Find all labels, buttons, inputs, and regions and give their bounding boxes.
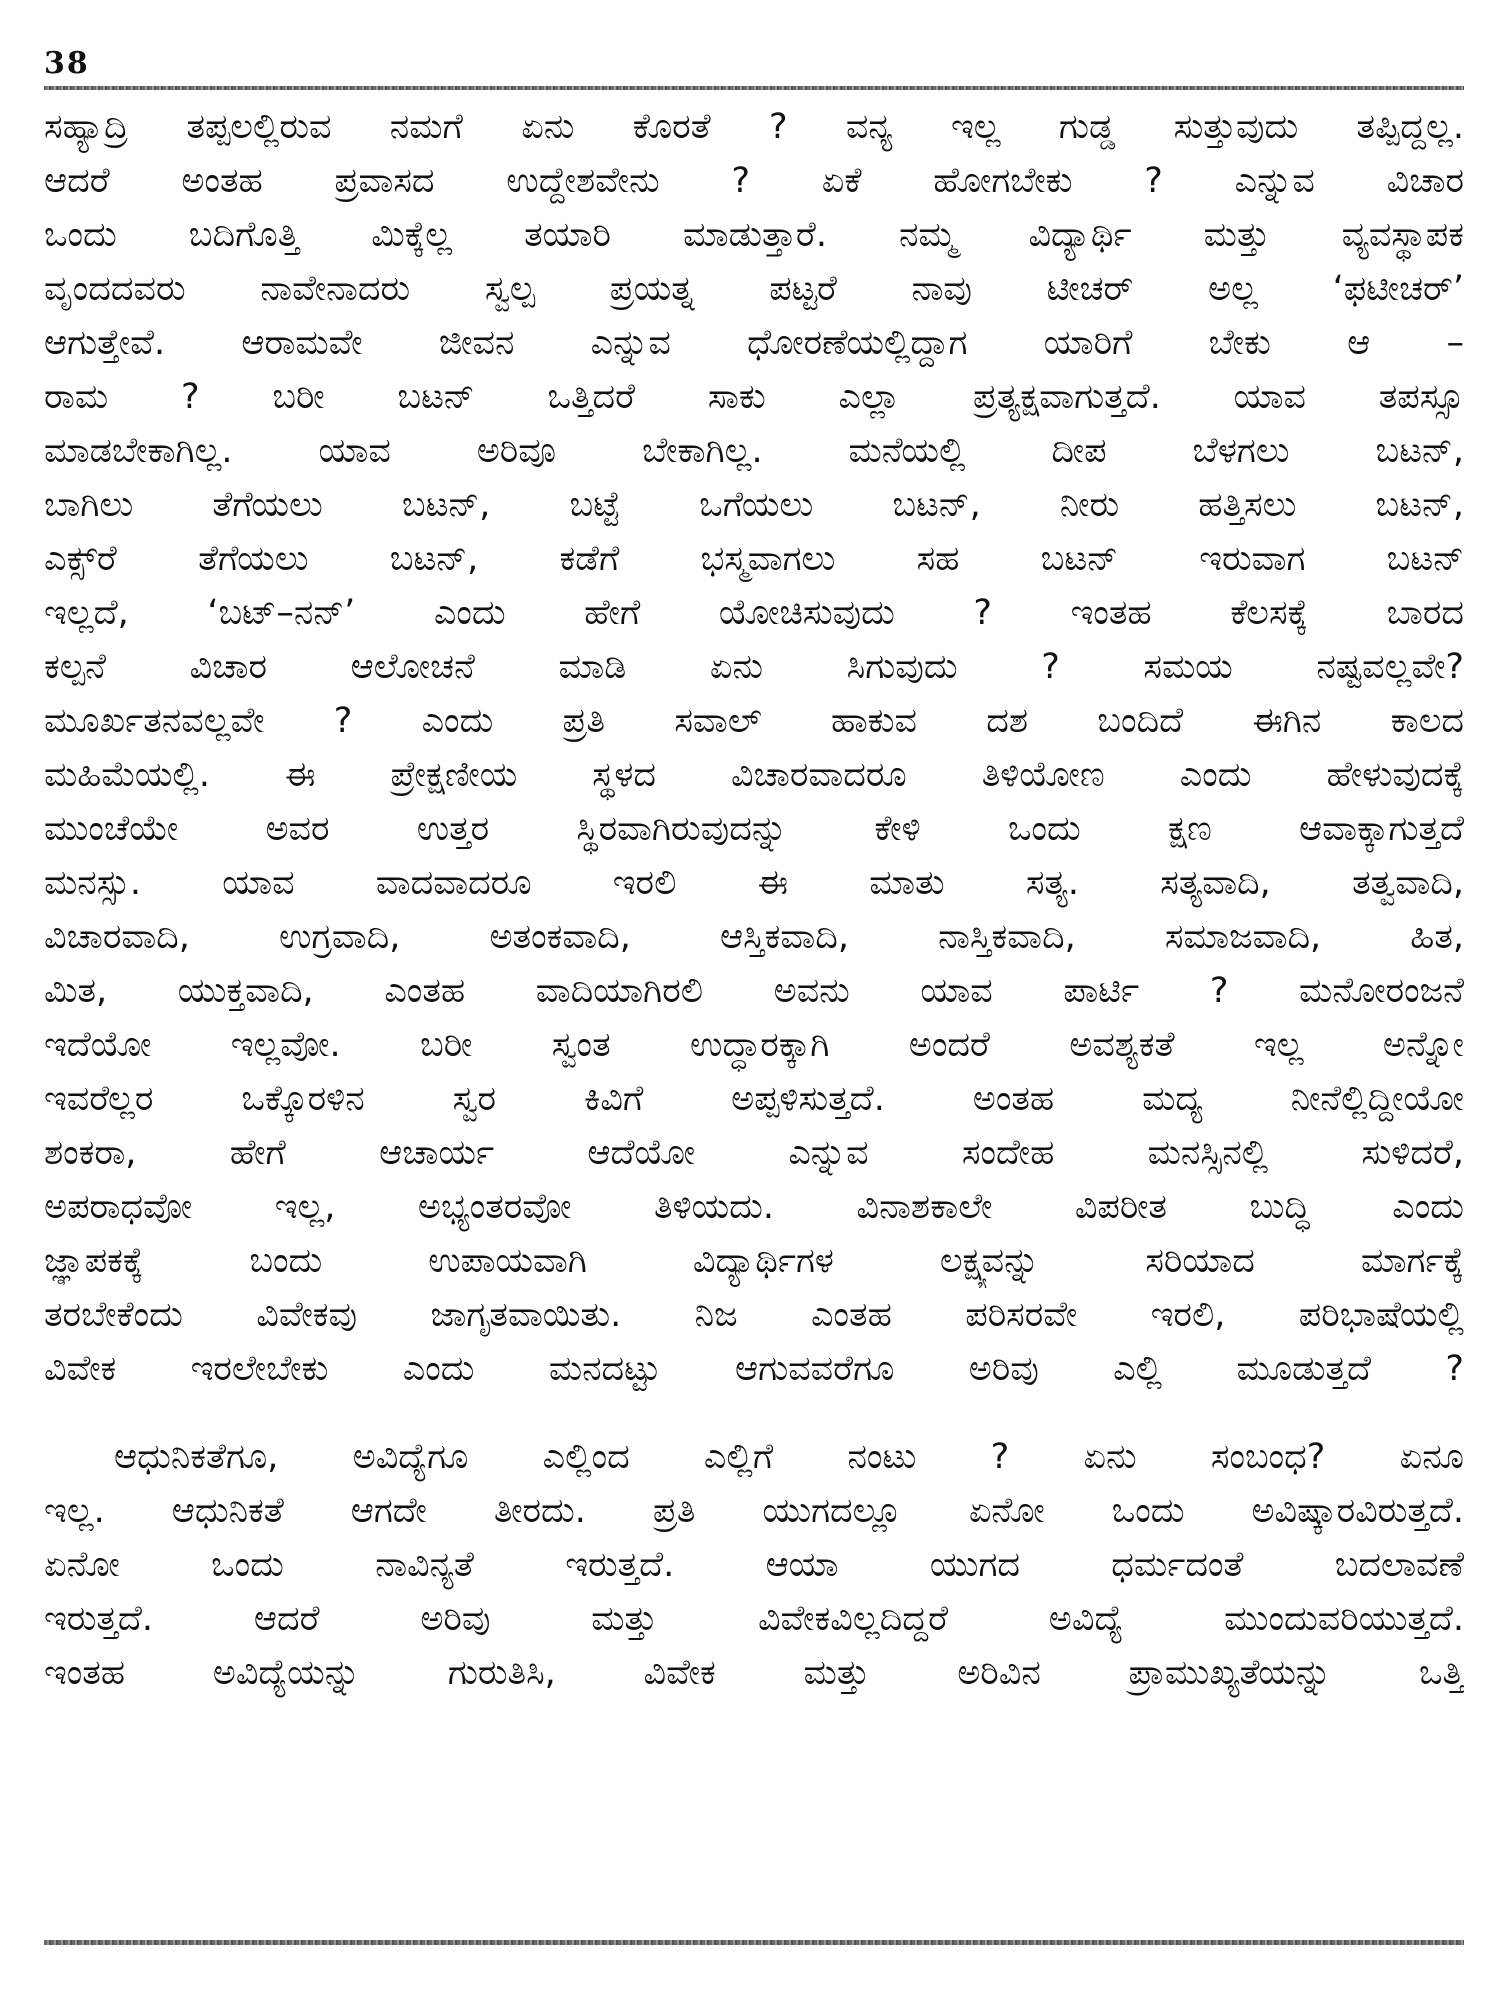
paragraph-1 <box>44 100 1464 1396</box>
text-line: ಎಕ್ಸ್‌ರೆ ತೆಗೆಯಲು ಬಟನ್, ಕಡೆಗೆ ಭಸ್ಮವಾಗಲು ಸಹ ಬಟನ್ ಇರುವಾಗ ಬಟನ್ <box>44 539 1464 579</box>
text-line: ಇಂತಹ ಅವಿದ್ಯೆಯನ್ನು ಗುರುತಿಸಿ, ವಿವೇಕ ಮತ್ತು ಅರಿವಿನ ಪ್ರಾಮುಖ್ಯತೆಯನ್ನು ಒತ್ತಿ <box>44 1653 1464 1693</box>
text-line: ಶಂಕರಾ, ಹೇಗೆ ಆಚಾರ್ಯ ಆದೆಯೋ ಎನ್ನುವ ಸಂದೇಹ ಮನಸ್ಸಿನಲ್ಲಿ ಸುಳಿದರೆ, <box>44 1133 1464 1173</box>
text-line: ರಾಮ ? ಬರೀ ಬಟನ್ ಒತ್ತಿದರೆ ಸಾಕು ಎಲ್ಲಾ ಪ್ರತ್ಯಕ್ಷವಾಗುತ್ತದೆ. ಯಾವ ತಪಸ್ಸೂ <box>44 377 1464 417</box>
text-line: ಆದರೆ ಅಂತಹ ಪ್ರವಾಸದ ಉದ್ದೇಶವೇನು ? ಏಕೆ ಹೋಗಬೇಕು ? ಎನ್ನುವ ವಿಚಾರ <box>44 161 1464 201</box>
text-line: ಆಗುತ್ತೇವೆ. ಆರಾಮವೇ ಜೀವನ ಎನ್ನುವ ಧೋರಣೆಯಲ್ಲಿದ್ದಾಗ ಯಾರಿಗೆ ಬೇಕು ಆ – <box>44 323 1464 363</box>
text-line: ವಿವೇಕ ಇರಲೇಬೇಕು ಎಂದು ಮನದಟ್ಟು ಆಗುವವರೆಗೂ ಅರಿವು ಎಲ್ಲಿ ಮೂಡುತ್ತದೆ ? <box>44 1349 1464 1389</box>
text-line: ಮಾಡಬೇಕಾಗಿಲ್ಲ. ಯಾವ ಅರಿವೂ ಬೇಕಾಗಿಲ್ಲ. ಮನೆಯಲ್ಲಿ ದೀಪ ಬೆಳಗಲು ಬಟನ್, <box>44 431 1464 471</box>
text-line: ಇಲ್ಲ. ಆಧುನಿಕತೆ ಆಗದೇ ತೀರದು. ಪ್ರತಿ ಯುಗದಲ್ಲೂ ಏನೋ ಒಂದು ಅವಿಷ್ಕಾರವಿರುತ್ತದೆ. <box>44 1491 1464 1531</box>
paragraph-gap <box>44 1396 1464 1430</box>
bottom-rule <box>44 1940 1464 1945</box>
text-line: ಅಪರಾಧವೋ ಇಲ್ಲ, ಅಭ್ಯಂತರವೋ ತಿಳಿಯದು. ವಿನಾಶಕಾಲೇ ವಿಪರೀತ ಬುದ್ಧಿ ಎಂದು <box>44 1187 1464 1227</box>
text-line: ಜ್ಞಾಪಕಕ್ಕೆ ಬಂದು ಉಪಾಯವಾಗಿ ವಿದ್ಯಾರ್ಥಿಗಳ ಲಕ್ಷ್ಯವನ್ನು ಸರಿಯಾದ ಮಾರ್ಗಕ್ಕೆ <box>44 1241 1464 1281</box>
text-line: ತರಬೇಕೆಂದು ವಿವೇಕವು ಜಾಗೃತವಾಯಿತು. ನಿಜ ಎಂತಹ ಪರಿಸರವೇ ಇರಲಿ, ಪರಿಭಾಷೆಯಲ್ಲಿ <box>44 1295 1464 1335</box>
text-line: ಇದೆಯೋ ಇಲ್ಲವೋ. ಬರೀ ಸ್ವಂತ ಉದ್ಧಾರಕ್ಕಾಗಿ ಅಂದರೆ ಅವಶ್ಯಕತೆ ಇಲ್ಲ ಅನ್ನೋ <box>44 1025 1464 1065</box>
body-text <box>44 100 1464 1700</box>
text-line: ಮಿತ, ಯುಕ್ತವಾದಿ, ಎಂತಹ ವಾದಿಯಾಗಿರಲಿ ಅವನು ಯಾವ ಪಾರ್ಟಿ ? ಮನೋರಂಜನೆ <box>44 971 1464 1011</box>
text-line: ಇರುತ್ತದೆ. ಆದರೆ ಅರಿವು ಮತ್ತು ವಿವೇಕವಿಲ್ಲದಿದ್ದರೆ ಅವಿದ್ಯೆ ಮುಂದುವರಿಯುತ್ತದೆ. <box>44 1599 1464 1639</box>
text-line: ಮೂರ್ಖತನವಲ್ಲವೇ ? ಎಂದು ಪ್ರತಿ ಸವಾಲ್ ಹಾಕುವ ದಶ ಬಂದಿದೆ ಈಗಿನ ಕಾಲದ <box>44 701 1464 741</box>
text-line: ಏನೋ ಒಂದು ನಾವಿನ್ಯತೆ ಇರುತ್ತದೆ. ಆಯಾ ಯುಗದ ಧರ್ಮದಂತೆ ಬದಲಾವಣೆ <box>44 1545 1464 1585</box>
text-line: ಮನಸ್ಸು. ಯಾವ ವಾದವಾದರೂ ಇರಲಿ ಈ ಮಾತು ಸತ್ಯ. ಸತ್ಯವಾದಿ, ತತ್ವವಾದಿ, <box>44 863 1464 903</box>
text-line: ವೃಂದದವರು ನಾವೇನಾದರು ಸ್ವಲ್ಪ ಪ್ರಯತ್ನ ಪಟ್ಟರೆ ನಾವು ಟೀಚರ್ ಅಲ್ಲ ‘ಫಟೀಚರ್’ <box>44 269 1464 309</box>
text-line: ಬಾಗಿಲು ತೆಗೆಯಲು ಬಟನ್, ಬಟ್ಟೆ ಒಗೆಯಲು ಬಟನ್, ನೀರು ಹತ್ತಿಸಲು ಬಟನ್, <box>44 485 1464 525</box>
text-line: ಆಧುನಿಕತೆಗೂ, ಅವಿದ್ಯೆಗೂ ಎಲ್ಲಿಂದ ಎಲ್ಲಿಗೆ ನಂಟು ? ಏನು ಸಂಬಂಧ? ಏನೂ <box>114 1437 1464 1477</box>
paragraph-2 <box>44 1430 1464 1700</box>
text-line: ಕಲ್ಪನೆ ವಿಚಾರ ಆಲೋಚನೆ ಮಾಡಿ ಏನು ಸಿಗುವುದು ? ಸಮಯ ನಷ್ಟವಲ್ಲವೇ? <box>44 647 1464 687</box>
text-line: ಇಲ್ಲದೆ, ‘ಬಟ್–ನನ್’ ಎಂದು ಹೇಗೆ ಯೋಚಿಸುವುದು ? ಇಂತಹ ಕೆಲಸಕ್ಕೆ ಬಾರದ <box>44 593 1464 633</box>
text-line: ಮುಂಚೆಯೇ ಅವರ ಉತ್ತರ ಸ್ಥಿರವಾಗಿರುವುದನ್ನು ಕೇಳಿ ಒಂದು ಕ್ಷಣ ಆವಾಕ್ಕಾಗುತ್ತದೆ <box>44 809 1464 849</box>
text-line: ಸಹ್ಯಾದ್ರಿ ತಪ್ಪಲಲ್ಲಿರುವ ನಮಗೆ ಏನು ಕೊರತೆ ? ವನ್ಯ ಇಲ್ಲ ಗುಡ್ಡ ಸುತ್ತುವುದು ತಪ್ಪಿದ್ದಲ್ಲ. <box>44 107 1464 147</box>
top-rule <box>44 86 1464 90</box>
text-line: ಮಹಿಮೆಯಲ್ಲಿ. ಈ ಪ್ರೇಕ್ಷಣೀಯ ಸ್ಥಳದ ವಿಚಾರವಾದರೂ ತಿಳಿಯೋಣ ಎಂದು ಹೇಳುವುದಕ್ಕೆ <box>44 755 1464 795</box>
text-line: ವಿಚಾರವಾದಿ, ಉಗ್ರವಾದಿ, ಅತಂಕವಾದಿ, ಆಸ್ತಿಕವಾದಿ, ನಾಸ್ತಿಕವಾದಿ, ಸಮಾಜವಾದಿ, ಹಿತ, <box>44 917 1464 957</box>
page-number: 38 <box>44 46 90 81</box>
text-line: ಒಂದು ಬದಿಗೊತ್ತಿ ಮಿಕ್ಕೆಲ್ಲ ತಯಾರಿ ಮಾಡುತ್ತಾರೆ. ನಮ್ಮ ವಿದ್ಯಾರ್ಥಿ ಮತ್ತು ವ್ಯವಸ್ಥಾಪಕ <box>44 215 1464 255</box>
text-line: ಇವರೆಲ್ಲರ ಒಕ್ಕೊರಳಿನ ಸ್ವರ ಕಿವಿಗೆ ಅಪ್ಪಳಿಸುತ್ತದೆ. ಅಂತಹ ಮದ್ಯ ನೀನೆಲ್ಲಿದ್ದೀಯೋ <box>44 1079 1464 1119</box>
